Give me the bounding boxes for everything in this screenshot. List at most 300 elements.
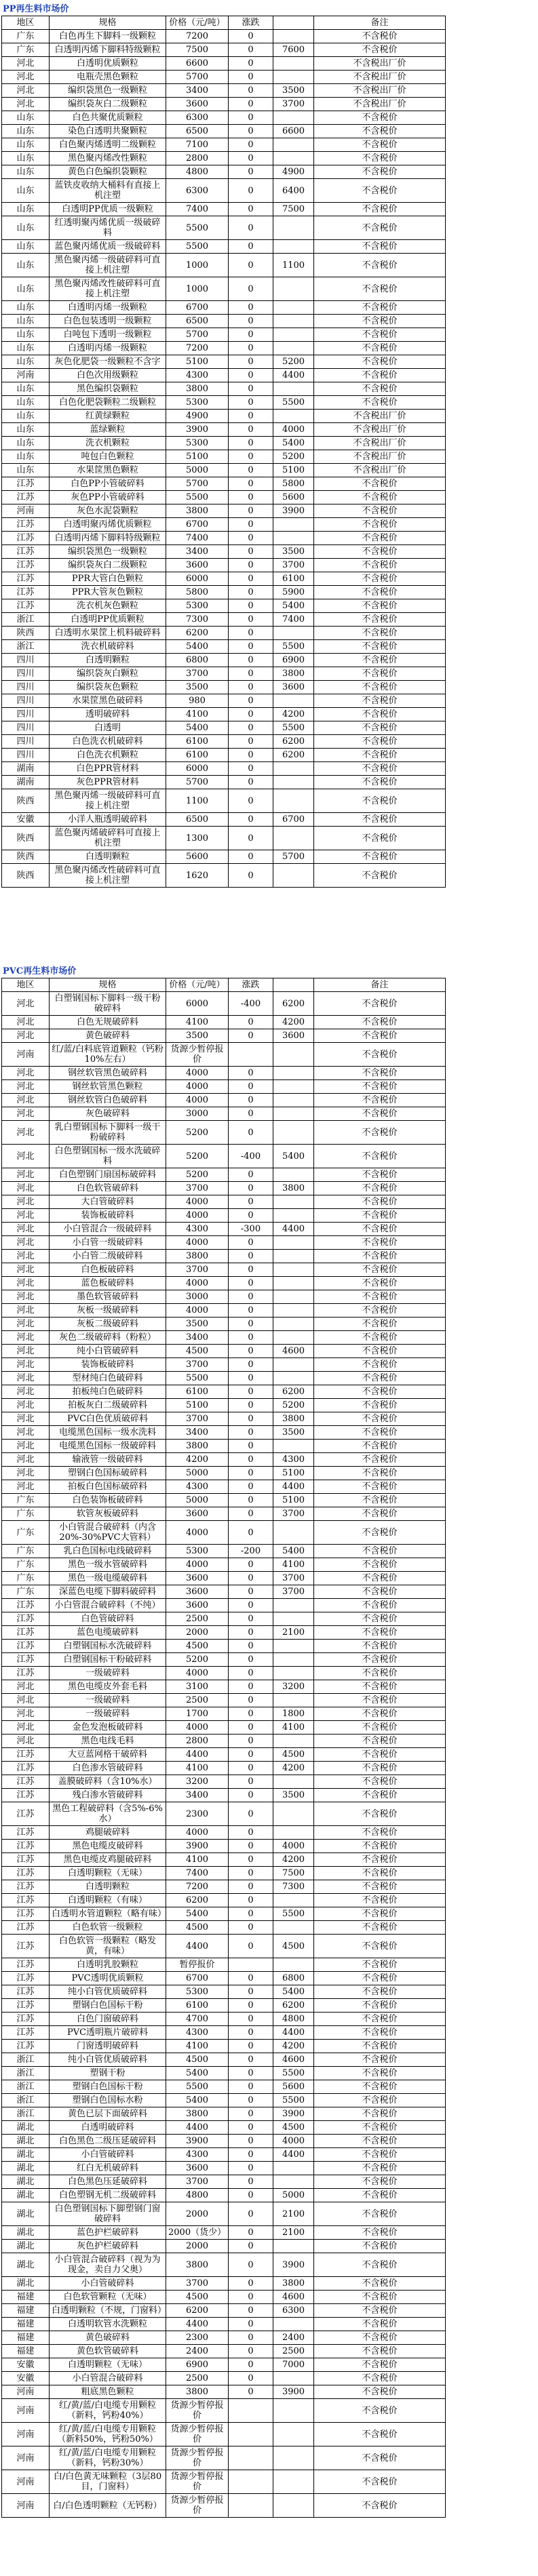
- region-cell: 四川: [2, 749, 50, 762]
- price-cell: 6500: [166, 813, 229, 827]
- price-cell: 5200: [166, 1653, 229, 1667]
- spec-cell: 大白管破碎料: [50, 1195, 166, 1209]
- table-row: [2, 328, 446, 342]
- extra-cell: 5500: [273, 2094, 314, 2107]
- note-cell: 不含税价: [314, 1867, 446, 1880]
- extra-cell: 3200: [273, 1680, 314, 1694]
- change-cell: 0: [229, 640, 273, 654]
- price-cell: 5400: [166, 721, 229, 735]
- table-row: [2, 1972, 446, 1985]
- note-cell: 不含税价: [314, 396, 446, 410]
- extra-cell: 4400: [273, 1480, 314, 1494]
- spec-cell: 塑钢白色国标干粉: [50, 1999, 166, 2013]
- table-row: [2, 545, 446, 559]
- spec-cell: 电缆黑色国标一级破碎料: [50, 1440, 166, 1453]
- spec-cell: 白色PP小管破碎料: [50, 477, 166, 491]
- note-cell: 不含税价: [314, 613, 446, 627]
- spec-cell: 白色塑钢无机二级破碎料: [50, 2189, 166, 2202]
- extra-cell: 5500: [273, 1907, 314, 1921]
- change-cell: 0: [229, 2107, 273, 2121]
- spec-cell: 黄色破碎料: [50, 2331, 166, 2345]
- change-cell: 0: [229, 1094, 273, 1107]
- extra-cell: 3500: [273, 84, 314, 98]
- change-cell: 0: [229, 382, 273, 396]
- extra-cell: [273, 1958, 314, 1972]
- note-cell: 不含税价: [314, 762, 446, 776]
- price-cell: 3600: [166, 98, 229, 111]
- price-cell: 5100: [166, 450, 229, 464]
- price-cell: 5000: [166, 1494, 229, 1507]
- spec-cell: 一级破碎料: [50, 1667, 166, 1680]
- change-cell: 0: [229, 179, 273, 203]
- price-cell: 3800: [166, 1440, 229, 1453]
- change-cell: 0: [229, 43, 273, 57]
- note-cell: 不含税价: [314, 2423, 446, 2446]
- price-cell: 3200: [166, 1775, 229, 1789]
- spec-cell: 灰色水泥袋颗粒: [50, 504, 166, 518]
- change-cell: 0: [229, 749, 273, 762]
- extra-cell: [273, 1094, 314, 1107]
- change-cell: 0: [229, 2162, 273, 2175]
- extra-cell: 3900: [273, 2253, 314, 2277]
- spec-cell: 灰色化肥袋一级颗粒不含字: [50, 355, 166, 369]
- region-cell: 山东: [2, 464, 50, 477]
- spec-cell: 塑钢白色国标水粉: [50, 2094, 166, 2107]
- spec-cell: 一级破碎料: [50, 1707, 166, 1721]
- table-row: [2, 1653, 446, 1667]
- note-cell: 不含税出厂价: [314, 84, 446, 98]
- note-cell: 不含税价: [314, 1935, 446, 1958]
- note-cell: 不含税价: [314, 2291, 446, 2304]
- extra-cell: 6100: [273, 572, 314, 586]
- table-row: [2, 749, 446, 762]
- note-cell: 不含税价: [314, 667, 446, 681]
- extra-cell: 4400: [273, 369, 314, 382]
- region-cell: 安徽: [2, 2372, 50, 2385]
- change-cell: 0: [229, 1599, 273, 1612]
- spec-cell: 白色洗衣机破碎料: [50, 735, 166, 749]
- change-cell: 0: [229, 1762, 273, 1775]
- note-cell: 不含税价: [314, 2277, 446, 2291]
- note-cell: 不含税价: [314, 708, 446, 721]
- spec-cell: 白透明丙烯一级颗粒: [50, 342, 166, 355]
- price-cell: 2000（货少）: [166, 2226, 229, 2240]
- region-cell: 山东: [2, 240, 50, 254]
- extra-cell: [273, 518, 314, 532]
- note-cell: 不含税价: [314, 477, 446, 491]
- change-cell: 0: [229, 1707, 273, 1721]
- region-cell: 江苏: [2, 1640, 50, 1653]
- table-row: [2, 240, 446, 254]
- table-row: [2, 1467, 446, 1480]
- extra-cell: [273, 1653, 314, 1667]
- extra-cell: [273, 152, 314, 165]
- note-cell: 不含税价: [314, 1612, 446, 1626]
- price-cell: 5200: [166, 1168, 229, 1182]
- price-cell: 5300: [166, 1545, 229, 1558]
- change-cell: 0: [229, 1317, 273, 1331]
- spec-cell: 编织袋灰色颗粒: [50, 681, 166, 694]
- region-cell: 江苏: [2, 1748, 50, 1762]
- change-cell: [229, 1043, 273, 1067]
- table-row: [2, 2053, 446, 2067]
- spec-cell: 白透明颗粒（无味）: [50, 1867, 166, 1880]
- region-cell: 山东: [2, 203, 50, 216]
- spec-cell: 白透明丙烯下脚料特级颗粒: [50, 43, 166, 57]
- change-cell: 0: [229, 1748, 273, 1762]
- extra-cell: 5400: [273, 1145, 314, 1168]
- pvc-header-extra: [273, 978, 314, 992]
- note-cell: 不含税价: [314, 1263, 446, 1277]
- region-cell: 河北: [2, 1290, 50, 1304]
- region-cell: 山东: [2, 423, 50, 437]
- table-row: [2, 640, 446, 654]
- note-cell: 不含税价: [314, 813, 446, 827]
- extra-cell: 5500: [273, 2067, 314, 2080]
- table-row: [2, 98, 446, 111]
- note-cell: 不含税价: [314, 1331, 446, 1345]
- price-cell: 4100: [166, 708, 229, 721]
- note-cell: 不含税价: [314, 1399, 446, 1412]
- table-row: [2, 2094, 446, 2107]
- extra-cell: 4500: [273, 2121, 314, 2135]
- spec-cell: 白透明破碎料: [50, 2121, 166, 2135]
- note-cell: 不含税价: [314, 1558, 446, 1572]
- region-cell: 河南: [2, 504, 50, 518]
- price-cell: 5400: [166, 2067, 229, 2080]
- price-cell: 6200: [166, 1894, 229, 1907]
- region-cell: 四川: [2, 681, 50, 694]
- table-row: [2, 423, 446, 437]
- extra-cell: [273, 2240, 314, 2253]
- note-cell: 不含税价: [314, 1640, 446, 1653]
- change-cell: 0: [229, 165, 273, 179]
- extra-cell: 5200: [273, 450, 314, 464]
- table-row: [2, 1880, 446, 1894]
- extra-cell: [273, 342, 314, 355]
- extra-cell: [273, 1236, 314, 1250]
- region-cell: 河北: [2, 1412, 50, 1426]
- spec-cell: 装饰板破碎料: [50, 1209, 166, 1223]
- price-cell: 4000: [166, 1067, 229, 1080]
- change-cell: 0: [229, 277, 273, 301]
- extra-cell: 4200: [273, 2040, 314, 2053]
- change-cell: 0: [229, 1182, 273, 1195]
- change-cell: 0: [229, 57, 273, 71]
- note-cell: 不含税价: [314, 1840, 446, 1853]
- pvc-header-note: 备注: [314, 978, 446, 992]
- region-cell: 广东: [2, 43, 50, 57]
- table-row: [2, 1907, 446, 1921]
- region-cell: 河北: [2, 84, 50, 98]
- note-cell: 不含税价: [314, 1372, 446, 1385]
- price-cell: 3700: [166, 1358, 229, 1372]
- note-cell: 不含税价: [314, 1972, 446, 1985]
- region-cell: 山东: [2, 165, 50, 179]
- price-cell: 4300: [166, 2026, 229, 2040]
- spec-cell: 白透明水管道颗粒（略有味）: [50, 1907, 166, 1921]
- extra-cell: [273, 1667, 314, 1680]
- table-row: [2, 1029, 446, 1043]
- extra-cell: 5100: [273, 1494, 314, 1507]
- extra-cell: 3700: [273, 1507, 314, 1521]
- note-cell: 不含税价: [314, 125, 446, 138]
- price-cell: 2500: [166, 1694, 229, 1707]
- note-cell: 不含税价: [314, 640, 446, 654]
- extra-cell: [273, 1694, 314, 1707]
- table-row: [2, 2189, 446, 2202]
- spec-cell: 黑色电缆皮外套毛料: [50, 1680, 166, 1694]
- price-cell: 4000: [166, 1277, 229, 1290]
- table-row: [2, 2385, 446, 2399]
- spec-cell: 洗衣机破碎料: [50, 640, 166, 654]
- table-row: [2, 2040, 446, 2053]
- extra-cell: 4400: [273, 2026, 314, 2040]
- extra-cell: [273, 1107, 314, 1121]
- spec-cell: 乳白塑钢国标下脚料一级干粉破碎料: [50, 1121, 166, 1145]
- extra-cell: 4000: [273, 1840, 314, 1853]
- price-cell: 5800: [166, 586, 229, 599]
- spec-cell: 白透明软管水洗颗粒: [50, 2318, 166, 2331]
- change-cell: 0: [229, 1385, 273, 1399]
- price-cell: 3400: [166, 545, 229, 559]
- spec-cell: 小白管混合破碎料（视为为现金，卖自力父奥）: [50, 2253, 166, 2277]
- region-cell: 河北: [2, 98, 50, 111]
- extra-cell: 4000: [273, 2135, 314, 2148]
- change-cell: 0: [229, 2226, 273, 2240]
- table-row: [2, 2446, 446, 2470]
- extra-cell: 2100: [273, 2202, 314, 2226]
- table-row: [2, 1680, 446, 1694]
- change-cell: 0: [229, 1067, 273, 1080]
- change-cell: 0: [229, 1290, 273, 1304]
- change-cell: 0: [229, 586, 273, 599]
- spec-cell: 钢丝软管黑色破碎料: [50, 1067, 166, 1080]
- price-cell: 4500: [166, 1640, 229, 1653]
- price-cell: 货源少暂停报价: [166, 2399, 229, 2423]
- table-row: [2, 864, 446, 888]
- extra-cell: 3700: [273, 98, 314, 111]
- change-cell: 0: [229, 545, 273, 559]
- price-cell: 4300: [166, 1223, 229, 1236]
- note-cell: 不含税价: [314, 1029, 446, 1043]
- region-cell: 河北: [2, 57, 50, 71]
- spec-cell: 鸡腿破碎料: [50, 1826, 166, 1840]
- table-row: [2, 57, 446, 71]
- table-row: [2, 2135, 446, 2148]
- table-row: [2, 518, 446, 532]
- price-cell: 4000: [166, 1209, 229, 1223]
- region-cell: 广东: [2, 1585, 50, 1599]
- price-cell: 6700: [166, 301, 229, 315]
- price-cell: 7400: [166, 1867, 229, 1880]
- table-row: [2, 1721, 446, 1735]
- note-cell: 不含税价: [314, 1894, 446, 1907]
- spec-cell: 黑色聚丙烯改性破碎料可直接上机注塑: [50, 277, 166, 301]
- region-cell: 山东: [2, 410, 50, 423]
- extra-cell: 4000: [273, 423, 314, 437]
- change-cell: 0: [229, 1399, 273, 1412]
- region-cell: 江苏: [2, 586, 50, 599]
- table-row: [2, 599, 446, 613]
- price-cell: 4000: [166, 1094, 229, 1107]
- price-cell: 4400: [166, 1935, 229, 1958]
- spec-cell: 白色门窗破碎料: [50, 2013, 166, 2026]
- region-cell: 广东: [2, 1507, 50, 1521]
- extra-cell: 3700: [273, 1572, 314, 1585]
- change-cell: 0: [229, 667, 273, 681]
- region-cell: 河北: [2, 1304, 50, 1317]
- region-cell: 河北: [2, 71, 50, 84]
- extra-cell: 4400: [273, 1223, 314, 1236]
- region-cell: 河北: [2, 1721, 50, 1735]
- spec-cell: 一级破碎料: [50, 1694, 166, 1707]
- note-cell: 不含税价: [314, 1358, 446, 1372]
- spec-cell: 塑钢白色国标破碎料: [50, 1467, 166, 1480]
- extra-cell: 4200: [273, 708, 314, 721]
- price-cell: 3600: [166, 1572, 229, 1585]
- note-cell: 不含税价: [314, 277, 446, 301]
- price-cell: 货源少暂停报价: [166, 1043, 229, 1067]
- region-cell: 河北: [2, 1080, 50, 1094]
- change-cell: 0: [229, 477, 273, 491]
- note-cell: 不含税价: [314, 1453, 446, 1467]
- price-cell: 980: [166, 694, 229, 708]
- table-row: [2, 1372, 446, 1385]
- extra-cell: 4600: [273, 2291, 314, 2304]
- note-cell: 不含税出厂价: [314, 437, 446, 450]
- region-cell: 湖北: [2, 2253, 50, 2277]
- pvc-header-change: 涨跌: [229, 978, 273, 992]
- change-cell: 0: [229, 2304, 273, 2318]
- region-cell: 浙江: [2, 2053, 50, 2067]
- change-cell: 0: [229, 1867, 273, 1880]
- table-row: [2, 1107, 446, 1121]
- price-cell: 3600: [166, 559, 229, 572]
- price-cell: 5300: [166, 437, 229, 450]
- table-row: [2, 301, 446, 315]
- region-cell: 江苏: [2, 1853, 50, 1867]
- price-cell: 4000: [166, 1236, 229, 1250]
- price-cell: 4100: [166, 1016, 229, 1029]
- region-cell: 江苏: [2, 545, 50, 559]
- table-row: [2, 1182, 446, 1195]
- change-cell: 0: [229, 491, 273, 504]
- price-cell: 5000: [166, 464, 229, 477]
- region-cell: 山东: [2, 277, 50, 301]
- extra-cell: [273, 1358, 314, 1372]
- extra-cell: [273, 2162, 314, 2175]
- table-row: [2, 1080, 446, 1094]
- spec-cell: 白透明优质颗粒: [50, 57, 166, 71]
- price-cell: 4700: [166, 2013, 229, 2026]
- region-cell: 山东: [2, 315, 50, 328]
- extra-cell: [273, 57, 314, 71]
- spec-cell: 输液管一级破碎料: [50, 1453, 166, 1467]
- extra-cell: 7500: [273, 1867, 314, 1880]
- note-cell: 不含税价: [314, 749, 446, 762]
- spec-cell: 塑钢白色国标干粉: [50, 2080, 166, 2094]
- region-cell: 江苏: [2, 1921, 50, 1935]
- region-cell: 河北: [2, 1426, 50, 1440]
- note-cell: 不含税价: [314, 315, 446, 328]
- table-row: [2, 2253, 446, 2277]
- price-cell: 6000: [166, 992, 229, 1016]
- extra-cell: 6400: [273, 179, 314, 203]
- spec-cell: 蓝色聚丙烯优质一级破碎料: [50, 240, 166, 254]
- price-cell: 3700: [166, 667, 229, 681]
- note-cell: 不含税价: [314, 342, 446, 355]
- extra-cell: 2500: [273, 2345, 314, 2358]
- price-cell: 3400: [166, 84, 229, 98]
- extra-cell: 5200: [273, 1399, 314, 1412]
- table-row: [2, 789, 446, 813]
- table-row: [2, 1840, 446, 1853]
- table-row: [2, 410, 446, 423]
- change-cell: 0: [229, 1453, 273, 1467]
- note-cell: 不含税价: [314, 1304, 446, 1317]
- change-cell: 0: [229, 423, 273, 437]
- table-row: [2, 1358, 446, 1372]
- table-row: [2, 2026, 446, 2040]
- change-cell: 0: [229, 437, 273, 450]
- change-cell: 0: [229, 254, 273, 277]
- region-cell: 河北: [2, 1480, 50, 1494]
- note-cell: 不含税价: [314, 532, 446, 545]
- table-row: [2, 1345, 446, 1358]
- price-cell: 2400: [166, 2345, 229, 2358]
- note-cell: 不含税价: [314, 1385, 446, 1399]
- extra-cell: 3900: [273, 504, 314, 518]
- extra-cell: [273, 1290, 314, 1304]
- table-row: [2, 179, 446, 203]
- spec-cell: 白色塑钢国标一级水洗破碎料: [50, 1145, 166, 1168]
- price-cell: 2300: [166, 2331, 229, 2345]
- change-cell: 0: [229, 2202, 273, 2226]
- note-cell: 不含税价: [314, 1168, 446, 1182]
- table-row: [2, 491, 446, 504]
- region-cell: 河北: [2, 1168, 50, 1182]
- extra-cell: 3800: [273, 1412, 314, 1426]
- price-cell: 7500: [166, 43, 229, 57]
- table-row: [2, 2399, 446, 2423]
- table-row: [2, 1507, 446, 1521]
- region-cell: 河北: [2, 1467, 50, 1480]
- extra-cell: [273, 1304, 314, 1317]
- table-row: [2, 1640, 446, 1653]
- table-row: [2, 813, 446, 827]
- region-cell: 河北: [2, 1016, 50, 1029]
- table-row: [2, 1453, 446, 1467]
- table-row: [2, 84, 446, 98]
- note-cell: 不含税价: [314, 2446, 446, 2470]
- spec-cell: 白塑钢国标下脚料一级干粉破碎料: [50, 992, 166, 1016]
- table-row: [2, 1209, 446, 1223]
- region-cell: 四川: [2, 694, 50, 708]
- table-row: [2, 1999, 446, 2013]
- price-cell: 4000: [166, 1195, 229, 1209]
- price-cell: 7100: [166, 138, 229, 152]
- spec-cell: 装饰板破碎料: [50, 1358, 166, 1372]
- region-cell: 江苏: [2, 2026, 50, 2040]
- region-cell: 江苏: [2, 1667, 50, 1680]
- region-cell: 湖南: [2, 762, 50, 776]
- table-row: [2, 1412, 446, 1426]
- spec-cell: 灰色PPR管材料: [50, 776, 166, 789]
- change-cell: 0: [229, 850, 273, 864]
- extra-cell: [273, 1195, 314, 1209]
- price-cell: 4400: [166, 1748, 229, 1762]
